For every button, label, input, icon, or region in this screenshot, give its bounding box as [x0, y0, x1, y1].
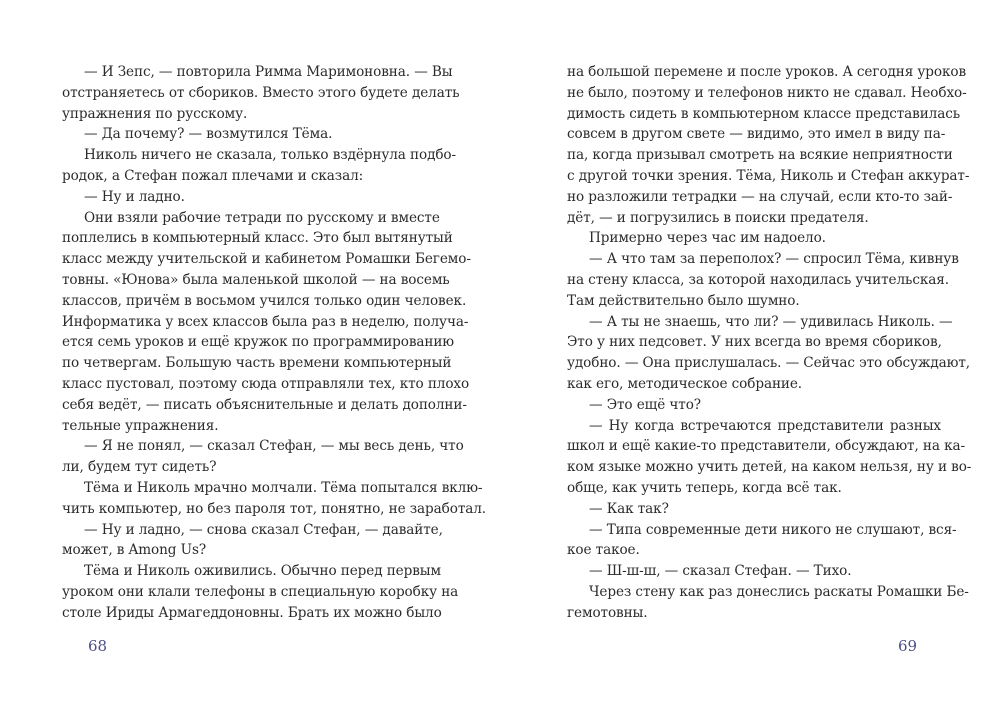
text-line: Тёма и Николь мрачно молчали. Тёма попытался вклю- — [84, 479, 483, 496]
text-line: с другой точки зрения. Тёма, Николь и Стефан аккурат- — [567, 167, 970, 184]
text-line: поплелись в компьютерный класс. Это был вытянутый — [62, 230, 453, 247]
right-page-number: 69 — [898, 637, 918, 655]
text-line: — Я не понял, — сказал Стефан, — мы весь день, что — [84, 438, 464, 455]
text-line: — Да почему? — возмутился Тёма. — [84, 126, 333, 143]
text-line: обще, как учить теперь, когда всё так. — [567, 479, 842, 496]
text-line: — Ну когда встречаются представители разных — [589, 417, 941, 434]
text-line: уроком они клали телефоны в специальную коробку на — [62, 583, 459, 600]
text-line: упражнения по русскому. — [62, 105, 248, 122]
text-line: класс пустовал, поэтому сюда отправляли тех, кто плохо — [62, 375, 470, 392]
text-line: — И Зепс, — повторила Римма Маримоновна. — Вы — [84, 64, 453, 80]
left-page-text — [62, 62, 487, 624]
text-line: на стену класса, за которой находилась учительская. — [567, 271, 949, 288]
text-line: Там действительно было шумно. — [567, 292, 800, 309]
text-line: ется семь уроков и ещё кружок по программированию — [62, 334, 455, 351]
right-page-text — [567, 62, 972, 624]
text-line: гемотовны. — [567, 604, 648, 621]
text-line: может, в Among Us? — [62, 542, 207, 559]
text-line: отстраняетесь от сбориков. Вместо этого будете делать — [62, 84, 460, 101]
text-line: Через стену как раз донеслись раскаты Ромашки Бе- — [589, 583, 969, 600]
left-page-number: 68 — [88, 637, 108, 655]
text-line: школ и ещё какие-то представители, обсуждают, на ка- — [567, 438, 965, 455]
text-line: класс между учительской и кабинетом Ромашки Бегемо- — [62, 251, 471, 268]
text-line: Тёма и Николь оживились. Обычно перед первым — [84, 563, 441, 580]
text-line: — Ну и ладно. — [84, 188, 185, 205]
text-line: ли, будем тут сидеть? — [62, 459, 217, 476]
text-line: Это у них педсовет. У них всегда во время сбориков, — [567, 334, 942, 351]
text-line: — Это ещё что? — [589, 396, 701, 413]
text-line: па, когда призывал смотреть на всякие неприятности — [567, 147, 953, 164]
text-line: Николь ничего не сказала, только вздёрнула подбо- — [84, 147, 456, 164]
text-line: тельные упражнения. — [62, 417, 219, 434]
text-line: Информатика у всех классов была раз в неделю, получа- — [62, 313, 469, 330]
text-line: товны. «Юнова» была маленькой школой — на восемь — [62, 271, 450, 288]
text-line: чить компьютер, но без пароля тот, понятно, не заработал. — [62, 500, 487, 517]
text-line: ком языке можно учить детей, на каком нельзя, ну и во- — [567, 459, 972, 476]
text-line: — Ну и ладно, — снова сказал Стефан, — давайте, — [84, 521, 443, 538]
text-line: на большой перемене и после уроков. А сегодня уроков — [567, 64, 967, 80]
text-line: удобно. — Она прислушалась. — Сейчас это обсуждают, — [567, 355, 970, 372]
text-line: — Ш-ш-ш, — сказал Стефан. — Тихо. — [589, 563, 852, 580]
text-line: — Типа современные дети никого не слушают, вся- — [589, 521, 957, 538]
text-line: классов, причём в восьмом учился только один человек. — [62, 292, 467, 309]
text-line: кое такое. — [567, 542, 640, 559]
text-line: — Как так? — [589, 500, 669, 517]
text-line: — А что там за переполох? — спросил Тёма, кивнув — [589, 251, 959, 268]
text-line: не было, поэтому и телефонов никто не сдавал. Необхо- — [567, 84, 967, 101]
text-line: как его, методическое собрание. — [567, 375, 803, 392]
text-line: Они взяли рабочие тетради по русскому и вместе — [84, 209, 440, 226]
right-page — [500, 0, 1000, 712]
text-line: — А ты не знаешь, что ли? — удивилась Николь. — — [589, 313, 953, 330]
text-line: но разложили тетрадки — на случай, если кто-то зай- — [567, 188, 953, 205]
text-line: Примерно через час им надоело. — [589, 230, 826, 247]
text-line: по четвергам. Большую часть времени компьютерный — [62, 355, 452, 372]
text-line: совсем в другом свете — видимо, это имел в виду па- — [567, 126, 946, 143]
text-line: дёт, — и погрузились в поиски предателя. — [567, 209, 869, 226]
text-line: димость сидеть в компьютерном классе представилась — [567, 105, 961, 122]
text-line: себя ведёт, — писать объяснительные и делать дополни- — [62, 396, 467, 413]
text-line: родок, а Стефан пожал плечами и сказал: — [62, 167, 364, 184]
text-line: столе Ириды Армагеддоновны. Брать их можно было — [62, 604, 442, 621]
